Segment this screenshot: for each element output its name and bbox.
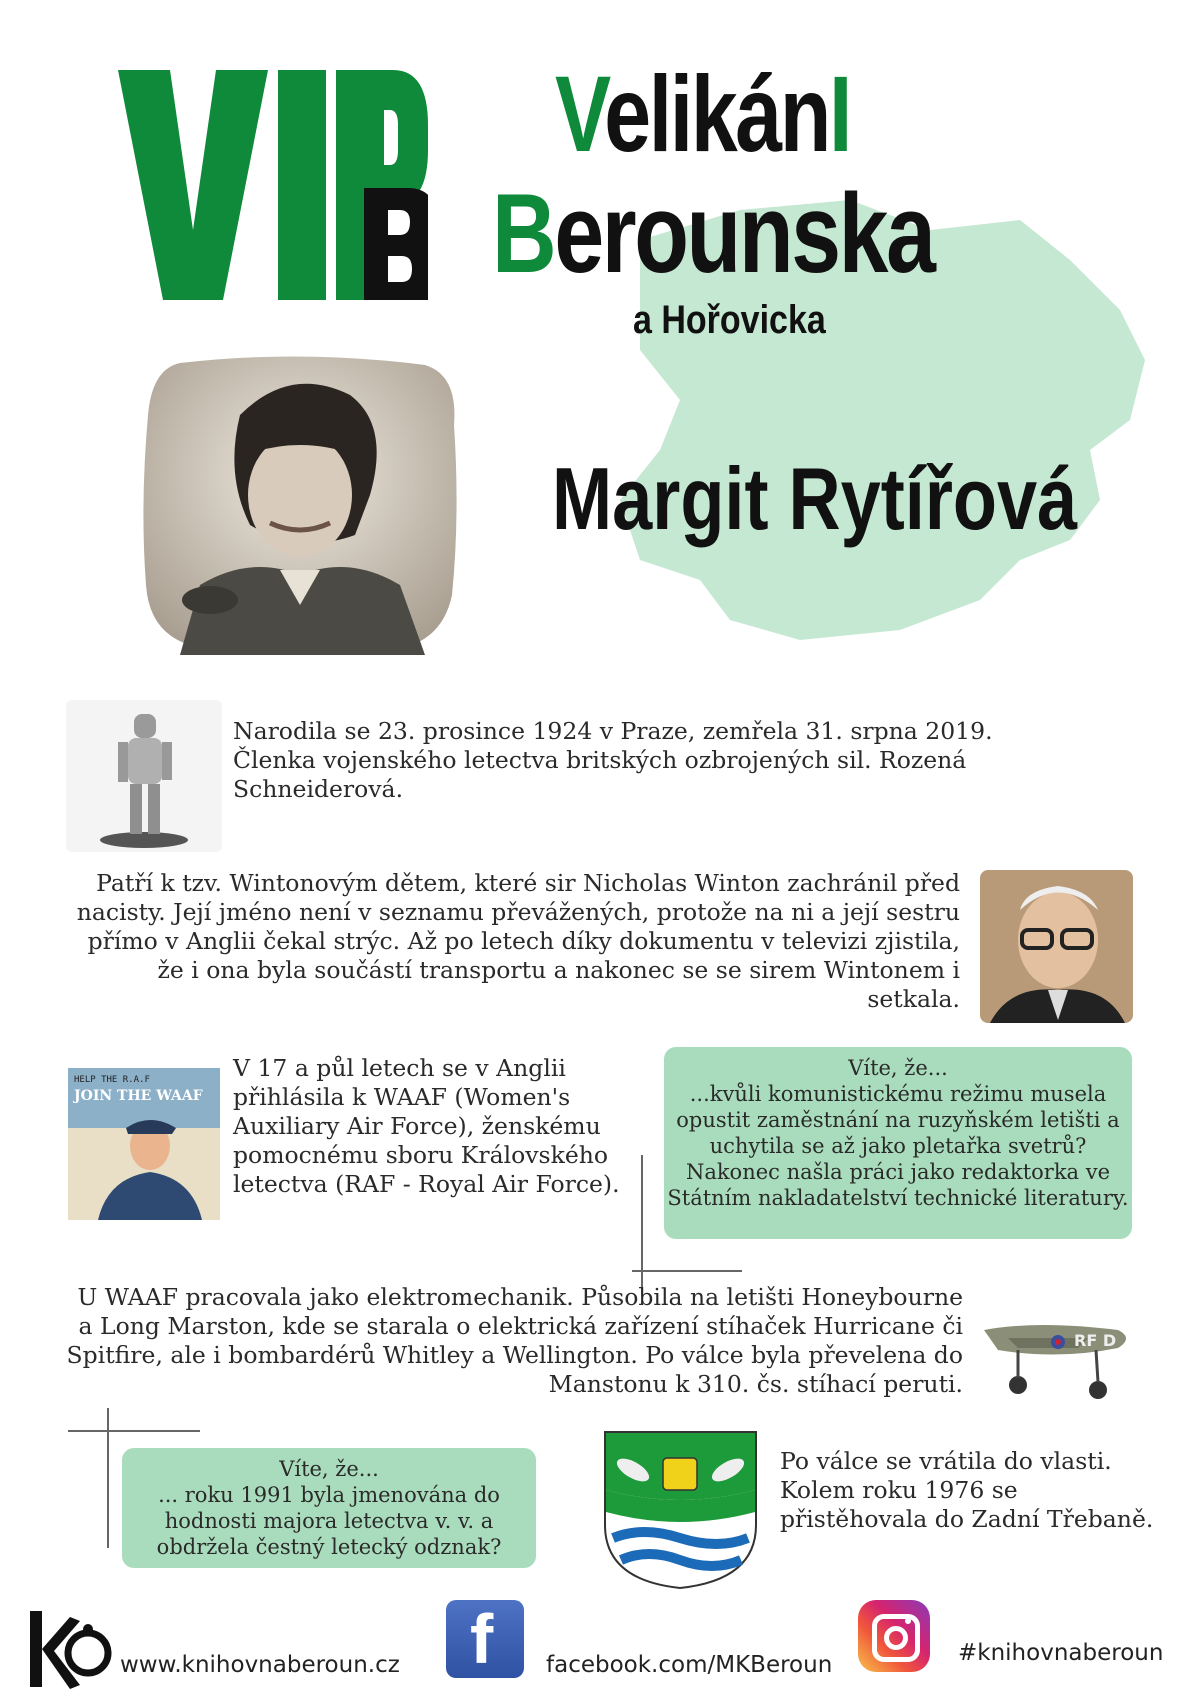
knight-statuette-image — [66, 700, 222, 852]
fact-box-1-text: ...kvůli komunistickému režimu musela opustit zaměstnání na ruzyňském letišti a uchytila se až jako pletařka svetrů? Nakonec našla práci jako redaktorka ve Státním nakladatelství technické literatury. — [667, 1082, 1129, 1210]
website-link[interactable]: www.knihovnaberoun.cz — [120, 1652, 400, 1678]
waaf-join-text: JOIN THE WAAF — [74, 1088, 203, 1104]
divider-vertical-2 — [107, 1408, 109, 1548]
work-info-text: U WAAF pracovala jako elektromechanik. Působila na letišti Honeybourne a Long Marston, kde se starala o elektrická zařízení stíhaček Hurricane či Spitfire, ale i bombardérů Whitley a Wellington. Po válce byla převelena do Manstonu k 310. čs. stíhací peruti. — [66, 1283, 963, 1398]
plane-code-text: RF D — [1074, 1331, 1117, 1350]
vip-logo — [118, 70, 428, 300]
library-logo — [22, 1607, 114, 1691]
fact-box-2 — [122, 1448, 536, 1568]
title-velikani-middle: elikán — [604, 53, 829, 174]
subtitle: a Hořovicka — [633, 298, 826, 342]
divider-horizontal-2 — [68, 1430, 200, 1432]
title-b-letter: B — [492, 171, 555, 296]
divider-vertical-1 — [641, 1155, 643, 1295]
waaf-poster-image — [68, 1068, 220, 1220]
fact-box-2-heading: Víte, že... — [279, 1457, 379, 1481]
waaf-join-text-block: V 17 a půl letech se v Anglii přihlásila k WAAF (Women's Auxiliary Air Force), ženskému pomocnému sboru Královského letectva (RAF - Royal Air Force). — [233, 1054, 620, 1198]
title-berounska — [492, 171, 934, 296]
facebook-link[interactable]: facebook.com/MKBeroun — [546, 1652, 833, 1678]
title-v-letter: V — [555, 53, 605, 174]
fact-box-1 — [664, 1047, 1132, 1239]
winton-children-text: Patří k tzv. Wintonovým dětem, které sir Nicholas Winton zachránil před nacisty. Její jméno není v seznamu převážených, protože na ni a její sestru přímo v Anglii čekal strýc. Až po letech díky dokumentu v televizi zjistila, že i ona byla součástí transportu a nakonec se se sirem Wintonem i setkala. — [76, 869, 960, 1013]
portrait-photo — [140, 355, 460, 655]
nicholas-winton-photo — [980, 870, 1133, 1023]
instagram-icon[interactable] — [858, 1600, 930, 1672]
waaf-help-text: HELP THE R.A.F — [74, 1075, 150, 1085]
hashtag-text: #knihovnaberoun — [958, 1640, 1164, 1666]
divider-horizontal-1 — [632, 1270, 742, 1272]
title-berounska-rest: erounska — [554, 171, 934, 296]
facebook-icon[interactable] — [446, 1600, 524, 1678]
person-name: Margit Rytířová — [552, 449, 1078, 548]
fact-box-1-heading: Víte, že... — [848, 1056, 948, 1080]
fact-box-2-text: ... roku 1991 byla jmenována do hodnosti majora letectva v. v. a obdržela čestný letecký odznak? — [156, 1483, 502, 1559]
spitfire-plane-image — [978, 1290, 1136, 1415]
zadni-trebane-coat-of-arms — [603, 1430, 758, 1590]
title-i-letter: I — [828, 53, 851, 174]
facebook-letter: f — [470, 1600, 494, 1678]
return-info-text: Po válce se vrátila do vlasti. Kolem roku 1976 se přistěhovala do Zadní Třebaně. — [780, 1447, 1154, 1533]
title-velikani — [555, 53, 851, 174]
birth-info-text: Narodila se 23. prosince 1924 v Praze, zemřela 31. srpna 2019. Členka vojenského letectva britských ozbrojených sil. Rozená Schneiderová. — [233, 717, 993, 803]
